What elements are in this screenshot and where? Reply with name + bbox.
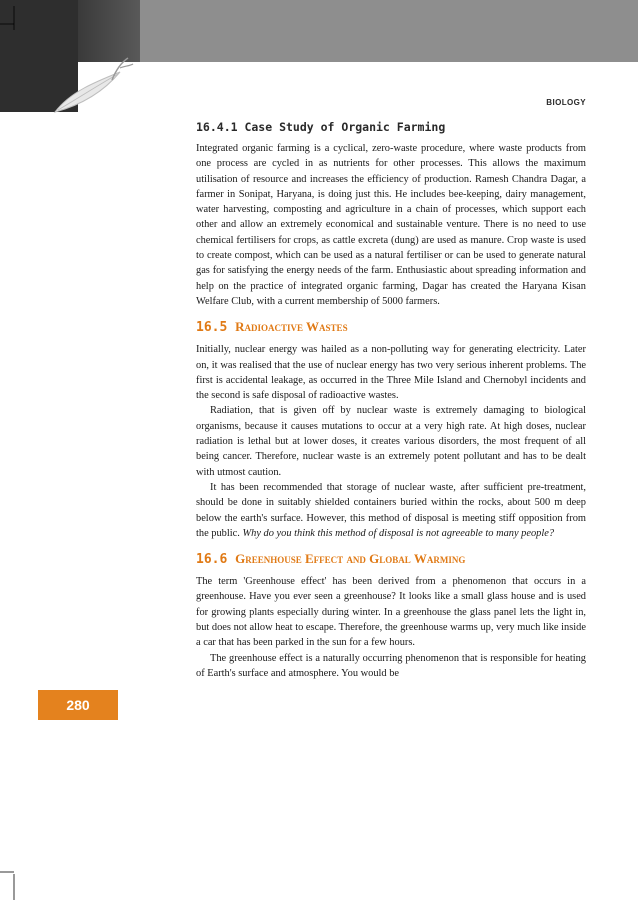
paragraph: The greenhouse effect is a naturally occurring phenomenon that is responsible for heating of Earth's surface and atmosphere. You would be <box>196 652 586 679</box>
paragraph: Integrated organic farming is a cyclical, zero-waste procedure, where waste products from one process are cycled in as nutrients for other processes. This allows the maximum utilisation of resource and increases the efficiency of production. Ramesh Chandra Dagar, a farmer in Sonipat, Haryana, is doing just this. He includes bee-keeping, dairy management, water harvesting, composting and agriculture in a chain of processes, which support each other and allow an extremely economical and sustainable venture. There is no need to use chemical fertilisers for crops, as cattle excreta (dung) are used as manure. Crop waste is used to create compost, which can be used as a natural fertiliser or can be used to generate natural gas for satisfying the energy needs of the farm. Enthusiastic about spreading information and help on the practice of integrated organic farming, Dagar has created the Haryana Kisan Welfare Club, with a current membership of 5000 farmers. <box>196 143 586 307</box>
question-text: Why do you think this method of disposal is not agreeable to many people? <box>242 527 555 539</box>
crop-mark-icon <box>0 860 22 900</box>
section-number: 16.5 <box>196 320 228 336</box>
leaf-logo-icon <box>50 52 135 117</box>
section-number: 16.6 <box>196 552 228 568</box>
paragraph <box>196 480 586 541</box>
section-heading <box>196 551 586 567</box>
section-title: Radioactive Wastes <box>235 319 348 335</box>
page-number-badge: 280 <box>38 690 118 720</box>
paragraph: Initially, nuclear energy was hailed as a non-polluting way for generating electricity. Later on, it was realised that the use of nuclear energy has two very serious inherent problems. The first is accidental leakage, as occurred in the Three Mile Island and Chernobyl incidents and the second is safe disposal of radioactive wastes. <box>196 344 586 402</box>
crop-mark-icon <box>0 0 22 30</box>
paragraph: The term 'Greenhouse effect' has been derived from a phenomenon that occurs in a greenhouse. Have you ever seen a greenhouse? It looks like a small glass house and is used for growing plants especially during winter. In a greenhouse the glass panel lets the light in, but does not allow heat to escape. Therefore, the greenhouse warms up, very much like inside a car that has been parked in the sun for a few hours. <box>196 576 586 649</box>
running-head: BIOLOGY <box>546 98 586 107</box>
paragraph-text: It has been recommended that storage of nuclear waste, after sufficient pre-treatment, should be done in suitably shielded containers buried within the rocks, about 500 m deep below the earth's surface. However, this method of disposal is meeting stiff opposition from the public. <box>196 481 586 539</box>
header-band-light <box>140 0 638 62</box>
section-title: Greenhouse Effect and Global Warming <box>235 551 466 567</box>
subsection-title: 16.4.1 Case Study of Organic Farming <box>196 120 446 134</box>
paragraph: Radiation, that is given off by nuclear waste is extremely damaging to biological organisms, because it causes mutations to occur at a very high rate. At high doses, nuclear radiation is lethal but at lower doses, it creates various disorders, the most frequent of all being cancer. Therefore, nuclear waste is an extremely potent pollutant and has to be dealt with utmost caution. <box>196 405 586 478</box>
section-heading <box>196 319 586 335</box>
main-content <box>196 120 586 681</box>
